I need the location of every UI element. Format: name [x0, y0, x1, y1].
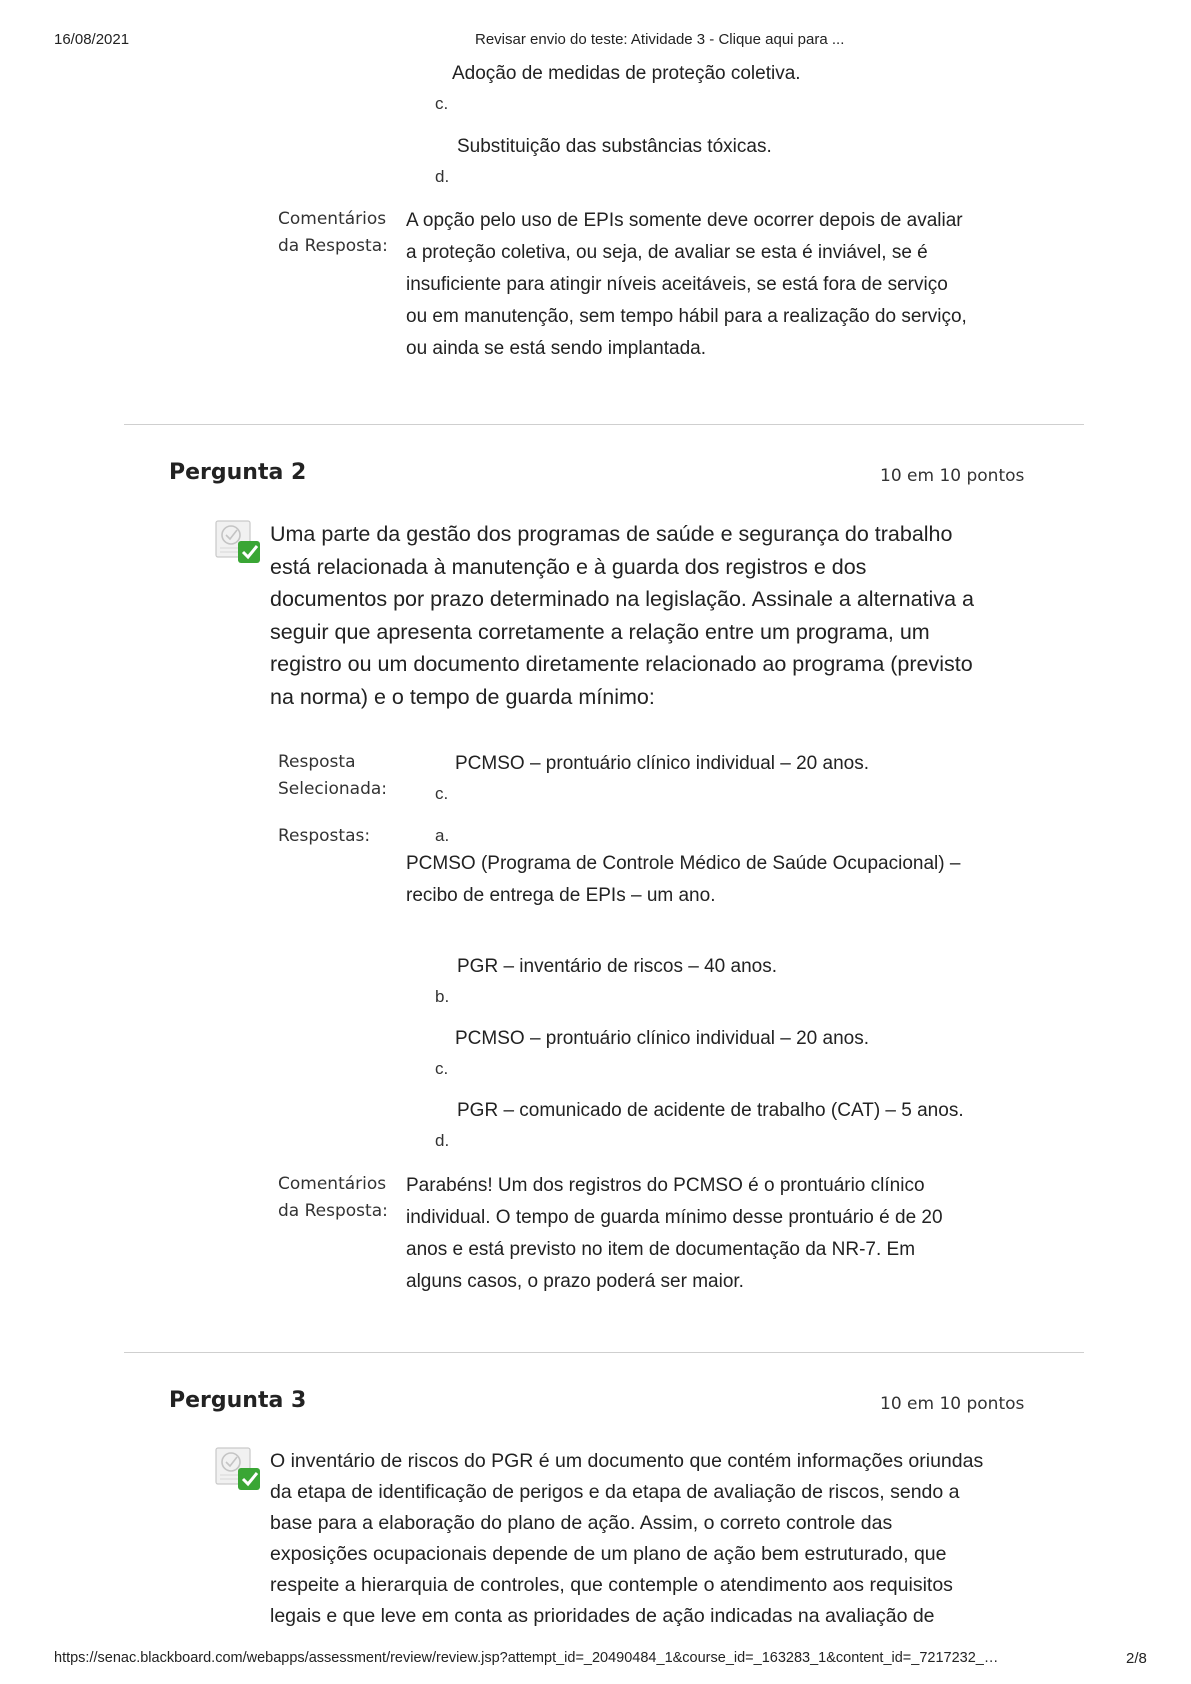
answers-label: Respostas: [278, 826, 371, 846]
print-date: 16/08/2021 [54, 31, 130, 48]
q1-option-d-text: Substituição das substâncias tóxicas. [457, 136, 772, 157]
answer-b-text: PGR – inventário de riscos – 40 anos. [457, 956, 778, 977]
selected-answer-label: Resposta Selecionada: [278, 752, 388, 799]
question-divider [124, 1352, 1084, 1353]
q2-comments-label: Comentários da Resposta: [278, 1174, 388, 1221]
answer-c-letter: c. [435, 1059, 449, 1078]
question-2-title: Pergunta 2 [169, 460, 307, 485]
q1-option-c-letter: c. [435, 94, 449, 113]
page-number: 2/8 [1126, 1650, 1147, 1667]
question-3-title: Pergunta 3 [169, 1388, 307, 1413]
question-divider [124, 424, 1084, 425]
question-3-points: 10 em 10 pontos [880, 1394, 1025, 1414]
selected-answer-text: PCMSO – prontuário clínico individual – 20 anos. [455, 753, 870, 774]
answer-c-text: PCMSO – prontuário clínico individual – 20 anos. [455, 1028, 870, 1049]
q2-comments-text: Parabéns! Um dos registros do PCMSO é o prontuário clínico individual. O tempo de guarda mínimo desse prontuário é de 20 anos e está previsto no item de documentação da NR-7. Em alguns casos, o prazo poderá ser maior. [406, 1175, 943, 1292]
answer-b-letter: b. [435, 987, 450, 1006]
question-3-text: O inventário de riscos do PGR é um documento que contém informações oriundas da etapa de identificação de perigos e da etapa de avaliação de riscos, sendo a base para a elaboração do plano de ação. Assim, o correto controle das exposições ocupacionais depende de um plano de ação bem estruturado, que respeite a hierarquia de controles, que contemple o atendimento aos requisitos legais e que leve em conta as prioridades de ação indicadas na avaliação de [270, 1450, 984, 1627]
answer-a-letter: a. [435, 826, 450, 845]
correct-answer-icon [214, 519, 262, 565]
question-2-points: 10 em 10 pontos [880, 466, 1025, 486]
q1-comments-text: A opção pelo uso de EPIs somente deve ocorrer depois de avaliar a proteção coletiva, ou seja, de avaliar se esta é inviável, se é insuficiente para atingir níveis aceitáveis, se está fora de serviço ou em manutenção, sem tempo hábil para a realização do serviço, ou ainda se está sendo implantada. [406, 210, 967, 359]
answer-a-text: PCMSO (Programa de Controle Médico de Saúde Ocupacional) – recibo de entrega de EPIs – um ano. [406, 853, 961, 906]
q1-option-d-letter: d. [435, 167, 450, 186]
selected-answer-letter: c. [435, 784, 449, 803]
print-title: Revisar envio do teste: Atividade 3 - Clique aqui para ... [475, 31, 845, 48]
print-url: https://senac.blackboard.com/webapps/assessment/review/review.jsp?attempt_id=_20490484_1&course_id=_163283_1&content_id=_7217232_… [54, 1650, 999, 1666]
q1-option-c-text: Adoção de medidas de proteção coletiva. [452, 63, 801, 84]
q1-comments-label: Comentários da Resposta: [278, 209, 388, 256]
correct-answer-icon [214, 1446, 262, 1492]
answer-d-text: PGR – comunicado de acidente de trabalho (CAT) – 5 anos. [457, 1100, 964, 1121]
answer-d-letter: d. [435, 1131, 450, 1150]
question-2-text: Uma parte da gestão dos programas de saúde e segurança do trabalho está relacionada à manutenção e à guarda dos registros e dos documentos por prazo determinado na legislação. Assinale a alternativa a seguir que apresenta corretamente a relação entre um programa, um registro ou um documento diretamente relacionado ao programa (previsto na norma) e o tempo de guarda mínimo: [270, 522, 974, 709]
